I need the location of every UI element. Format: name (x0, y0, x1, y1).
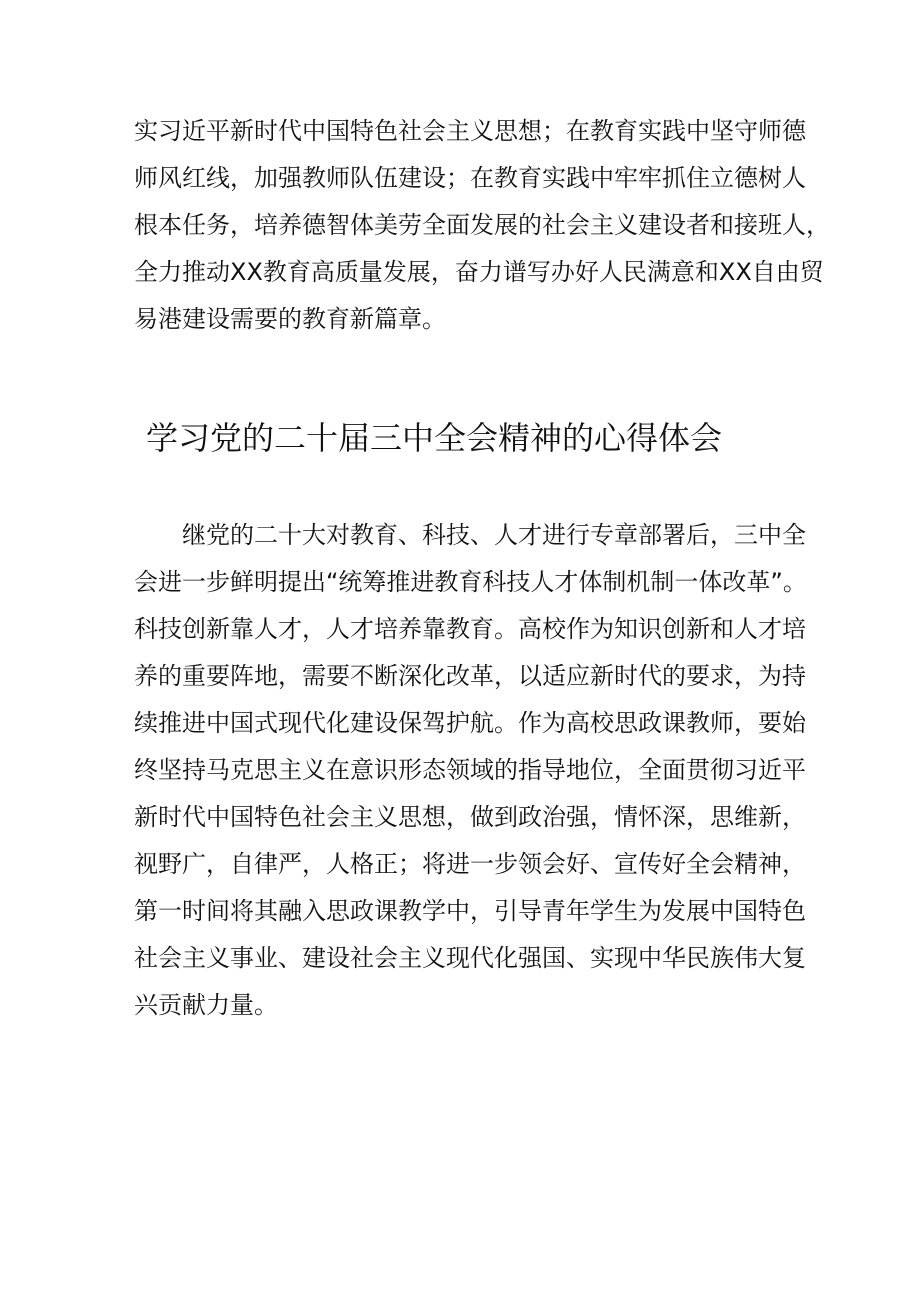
paragraph-line: 兴贡献力量。 (134, 991, 278, 1019)
paragraph-line: 新时代中国特色社会主义思想，做到政治强，情怀深，思维新， (134, 803, 806, 831)
paragraph-line: 第一时间将其融入思政课教学中，引导青年学生为发展中国特色 (134, 897, 806, 925)
paragraph-line: 会进一步鲜明提出“统筹推进教育科技人才体制机制一体改革”。 (134, 568, 807, 596)
paragraph-continuation (134, 108, 830, 343)
paragraph-line: 终坚持马克思主义在意识形态领域的指导地位，全面贯彻习近平 (134, 756, 806, 784)
paragraph-line: 科技创新靠人才，人才培养靠教育。高校作为知识创新和人才培 (134, 615, 806, 643)
paragraph-line: 继党的二十大对教育、科技、人才进行专章部署后，三中全 (182, 521, 806, 549)
section-title: 学习党的二十届三中全会精神的心得体会 (146, 419, 723, 457)
paragraph-line: 师风红线，加强教师队伍建设；在教育实践中牢牢抓住立德树人 (134, 164, 806, 192)
paragraph-line: 社会主义事业、建设社会主义现代化强国、实现中华民族伟大复 (134, 944, 806, 972)
paragraph-line: 视野广，自律严，人格正；将进一步领会好、宣传好全会精神， (134, 850, 806, 878)
paragraph-line: 易港建设需要的教育新篇章。 (134, 305, 446, 333)
paragraph-line: 续推进中国式现代化建设保驾护航。作为高校思政课教师，要始 (134, 709, 806, 737)
paragraph-body (134, 512, 814, 1029)
paragraph-line: 全力推动XX教育高质量发展，奋力谱写办好人民满意和XX自由贸 (134, 258, 824, 286)
paragraph-line: 实习近平新时代中国特色社会主义思想；在教育实践中坚守师德 (134, 117, 806, 145)
paragraph-line: 养的重要阵地，需要不断深化改革，以适应新时代的要求，为持 (134, 662, 806, 690)
paragraph-line: 根本任务，培养德智体美劳全面发展的社会主义建设者和接班人， (134, 211, 830, 239)
